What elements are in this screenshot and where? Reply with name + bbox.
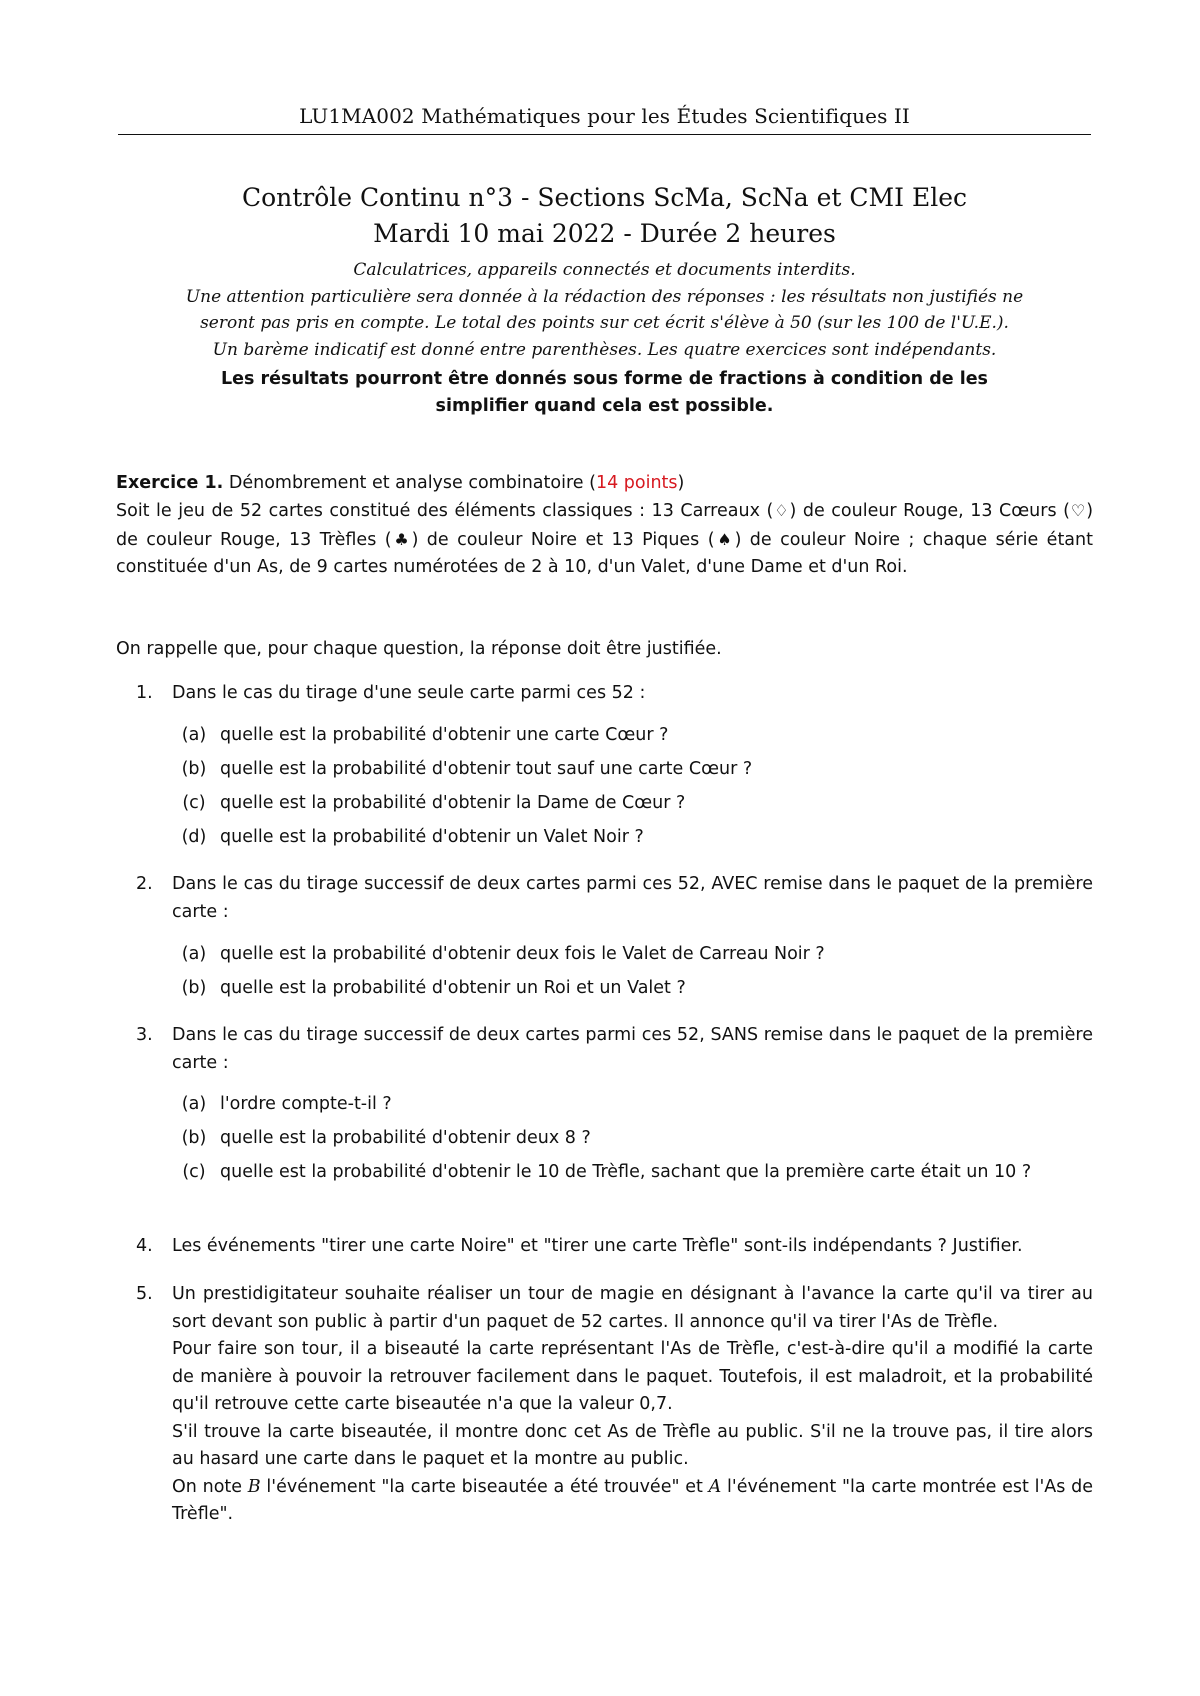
fractions-note: Les résultats pourront être donnés sous forme de fractions à condition de les simplifier quand cela est possible. — [221, 369, 988, 416]
close-paren: ) — [677, 473, 685, 493]
intro-text: ) de couleur Noire ; chaque série étant constituée d'un As, de 9 cartes numérotées de 2 à 10, d'un Valet, d'une Dame et d'un Roi. — [116, 529, 1093, 577]
diamond-suit-icon: ♢ — [773, 501, 790, 520]
subquestion-label: (c) — [182, 793, 206, 813]
question-number: 1. — [136, 683, 153, 703]
exercise-1-label: Exercice 1. — [116, 473, 224, 493]
justification-reminder: On rappelle que, pour chaque question, la réponse doit être justifiée. — [116, 639, 722, 659]
exercise-1-subject: Dénombrement et analyse combinatoire — [228, 473, 584, 493]
subquestion-label: (a) — [181, 1094, 207, 1114]
subquestion-label: (a) — [181, 944, 207, 964]
subquestion-text: quelle est la probabilité d'obtenir une carte Cœur ? — [220, 725, 669, 745]
notation-text: l'événement "la carte montrée est l'As de Trèfle". — [172, 1476, 1093, 1524]
question-number: 3. — [136, 1025, 153, 1045]
question-number: 4. — [136, 1236, 153, 1256]
course-header: LU1MA002 Mathématiques pour les Études Scientifiques II — [299, 104, 910, 128]
question-text: Dans le cas du tirage successif de deux cartes parmi ces 52, AVEC remise dans le paquet de la première carte : — [172, 874, 1093, 922]
question-paragraph: Pour faire son tour, il a biseauté la carte représentant l'As de Trèfle, c'est-à-dire qu'il a modifié la carte de manière à pouvoir la retrouver facilement dans le paquet. Toutefois, il est maladroit, et la probabilité qu'il retrouve cette carte biseautée n'a que la valeur 0,7. — [172, 1339, 1093, 1414]
instruction-line: Une attention particulière sera donnée à la rédaction des réponses : les résultats non justifiés ne — [185, 286, 1024, 307]
exam-title-line1: Contrôle Continu n°3 - Sections ScMa, ScNa et CMI Elec — [241, 183, 968, 212]
question-text: Dans le cas du tirage successif de deux cartes parmi ces 52, SANS remise dans le paquet de la première carte : — [172, 1025, 1093, 1073]
subquestion-label: (b) — [181, 978, 207, 998]
subquestion-label: (b) — [181, 759, 207, 779]
subquestion-label: (c) — [182, 1162, 206, 1182]
question-number: 2. — [136, 874, 153, 894]
subquestion-text: quelle est la probabilité d'obtenir un Valet Noir ? — [220, 827, 644, 847]
intro-text: ) de couleur Rouge, 13 Trèfles ( — [116, 501, 1094, 550]
notation-text: l'événement "la carte biseautée a été trouvée" et — [260, 1476, 709, 1497]
subquestion-label: (a) — [181, 725, 207, 745]
exercise-1-intro — [116, 497, 1093, 582]
intro-text: Soit le jeu de 52 cartes constitué des éléments classiques : 13 Carreaux ( — [116, 501, 774, 521]
exam-title-line2: Mardi 10 mai 2022 - Durée 2 heures — [373, 219, 836, 248]
club-suit-icon: ♣ — [391, 529, 412, 549]
question-text: Dans le cas du tirage d'une seule carte parmi ces 52 : — [172, 683, 646, 703]
spade-suit-icon: ♠ — [714, 529, 735, 549]
subquestion-text: quelle est la probabilité d'obtenir deux 8 ? — [220, 1128, 591, 1148]
exercise-1-heading — [116, 470, 684, 498]
exam-title — [118, 180, 1091, 252]
question-text: Les événements "tirer une carte Noire" et "tirer une carte Trèfle" sont-ils indépendants ? Justifier. — [172, 1236, 1023, 1256]
instruction-line: Un barème indicatif est donné entre parenthèses. Les quatre exercices sont indépendants. — [212, 339, 997, 360]
instructions — [118, 257, 1091, 363]
instruction-line: Calculatrices, appareils connectés et documents interdits. — [353, 260, 856, 280]
question-paragraph: Un prestidigitateur souhaite réaliser un tour de magie en désignant à l'avance la carte qu'il va tirer au sort devant son public à partir d'un paquet de 52 cartes. Il annonce qu'il va tirer l'As de Trèfle. — [172, 1284, 1093, 1332]
question-5-body — [172, 1281, 1093, 1529]
open-paren: ( — [589, 473, 596, 493]
intro-text: ) de couleur Rouge, 13 Cœurs ( — [789, 501, 1070, 521]
question-paragraph: S'il trouve la carte biseautée, il montre donc cet As de Trèfle au public. S'il ne la trouve pas, il tire alors au hasard une carte dans le paquet et la montre au public. — [172, 1421, 1093, 1469]
subquestion-label: (d) — [181, 827, 207, 847]
subquestion-label: (b) — [181, 1128, 207, 1148]
instruction-line: seront pas pris en compte. Le total des points sur cet écrit s'élève à 50 (sur les 100 de l'U.E.). — [200, 313, 1009, 333]
subquestion-text: quelle est la probabilité d'obtenir la Dame de Cœur ? — [220, 793, 686, 813]
exercise-1-points: 14 points — [595, 473, 678, 493]
subquestion-text: l'ordre compte-t-il ? — [220, 1094, 392, 1114]
header-rule — [118, 134, 1091, 135]
subquestion-text: quelle est la probabilité d'obtenir le 10 de Trèfle, sachant que la première carte était un 10 ? — [220, 1162, 1032, 1182]
question-paragraph-notation — [172, 1474, 1093, 1529]
subquestion-text: quelle est la probabilité d'obtenir tout sauf une carte Cœur ? — [220, 759, 753, 779]
notation-text: On note — [172, 1476, 248, 1497]
variable-a: A — [708, 1476, 722, 1497]
heart-suit-icon: ♡ — [1069, 501, 1087, 520]
variable-b: B — [247, 1476, 261, 1497]
intro-text: ) de couleur Noire et 13 Piques ( — [411, 529, 715, 550]
question-number: 5. — [136, 1284, 153, 1304]
subquestion-text: quelle est la probabilité d'obtenir un Roi et un Valet ? — [220, 978, 686, 998]
subquestion-text: quelle est la probabilité d'obtenir deux fois le Valet de Carreau Noir ? — [220, 944, 825, 964]
